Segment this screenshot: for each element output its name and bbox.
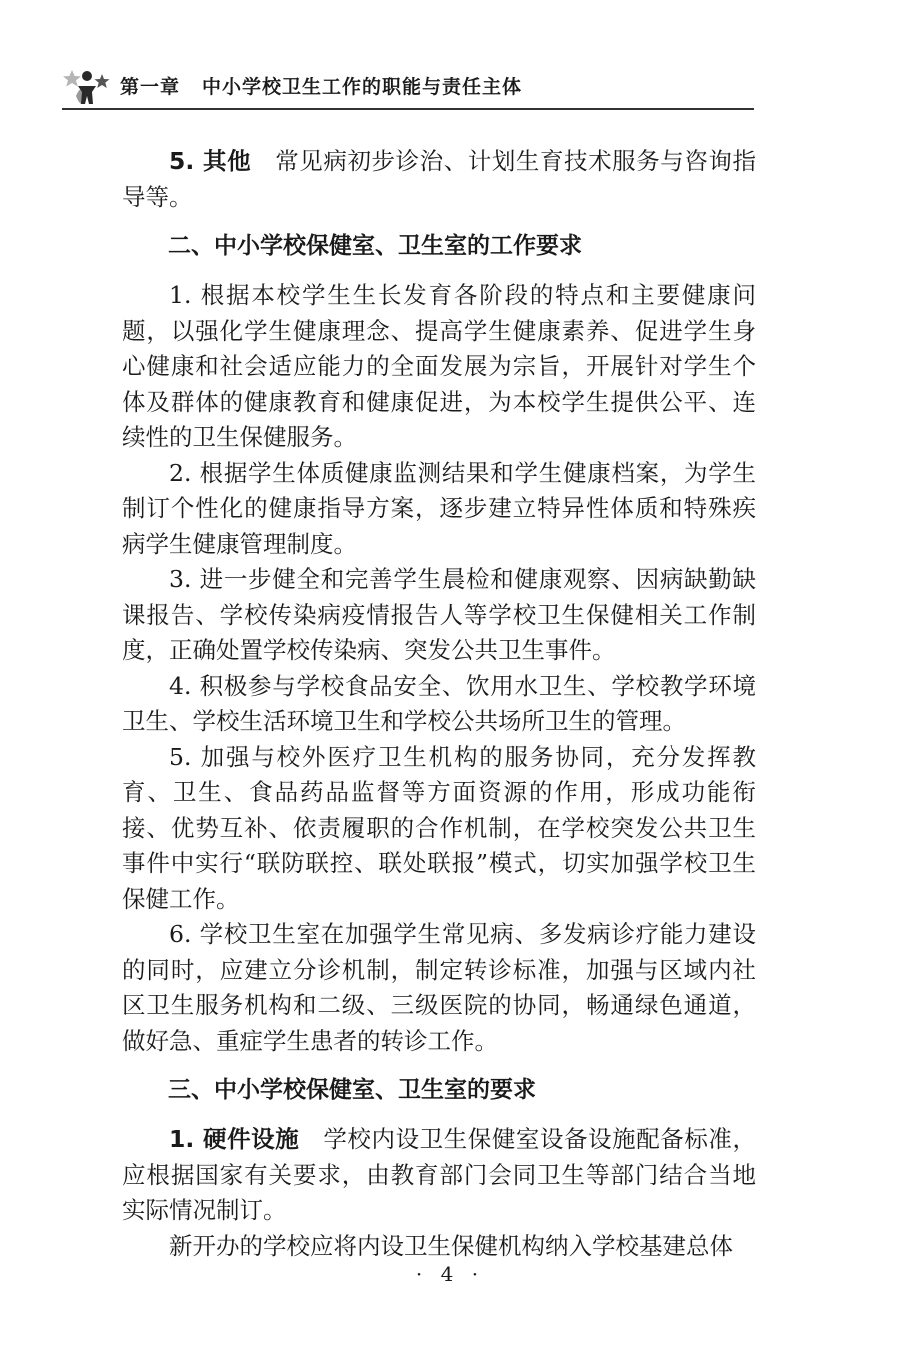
section-heading-2: 二、中小学校保健室、卫生室的工作要求	[168, 233, 582, 259]
chapter-heading	[120, 72, 522, 99]
paragraph-other	[122, 144, 756, 215]
paragraph-requirement-1: 1. 根据本校学生生长发育各阶段的特点和主要健康问题，以强化学生健康理念、提高学生健康素养、促进学生身心健康和社会适应能力的全面发展为宗旨，开展针对学生个体及群体的健康教育和健康促进，为本校学生提供公平、连续性的卫生保健服务。	[122, 281, 756, 451]
paragraph-text: 常见病初步诊治、计划生育技术服务与咨询指导等。	[122, 147, 757, 211]
chapter-number: 第一章	[120, 76, 181, 98]
paragraph-label: 1. 硬件设施	[169, 1125, 300, 1153]
paragraph-label: 5. 其他	[169, 147, 252, 175]
page-number: · 4 ·	[415, 1262, 485, 1286]
paragraph-new-school: 新开办的学校应将内设卫生保健机构纳入学校基建总体	[169, 1231, 733, 1260]
paragraph-requirement-2: 2. 根据学生体质健康监测结果和学生健康档案，为学生制订个性化的健康指导方案，逐步建立特异性体质和特殊疾病学生健康管理制度。	[122, 458, 756, 558]
children-logo-icon	[62, 66, 114, 106]
section-heading-3: 三、中小学校保健室、卫生室的要求	[168, 1077, 536, 1103]
page-body	[122, 144, 756, 1264]
running-header	[62, 64, 754, 110]
paragraph-requirement-3: 3. 进一步健全和完善学生晨检和健康观察、因病缺勤缺课报告、学校传染病疫情报告人等学校卫生保健相关工作制度，正确处置学校传染病、突发公共卫生事件。	[122, 565, 756, 664]
paragraph-requirement-6: 6. 学校卫生室在加强学生常见病、多发病诊疗能力建设的同时，应建立分诊机制，制定转诊标准，加强与区域内社区卫生服务机构和二级、三级医院的协同，畅通绿色通道，做好急、重症学生患者的转诊工作。	[122, 920, 756, 1055]
paragraph-requirement-5: 5. 加强与校外医疗卫生机构的服务协同，充分发挥教育、卫生、食品药品监督等方面资源的作用，形成功能衔接、优势互补、依责履职的合作机制，在学校突发公共卫生事件中实行“联防联控、联处联报”模式，切实加强学校卫生保健工作。	[122, 742, 756, 913]
paragraph-hardware	[122, 1122, 756, 1229]
paragraph-requirement-4: 4. 积极参与学校食品安全、饮用水卫生、学校教学环境卫生、学校生活环境卫生和学校公共场所卫生的管理。	[122, 671, 756, 735]
paragraph-text: 学校内设卫生保健室设备设施配备标准，应根据国家有关要求，由教育部门会同卫生等部门结合当地实际情况制订。	[122, 1125, 756, 1224]
chapter-title: 中小学校卫生工作的职能与责任主体	[202, 76, 523, 98]
